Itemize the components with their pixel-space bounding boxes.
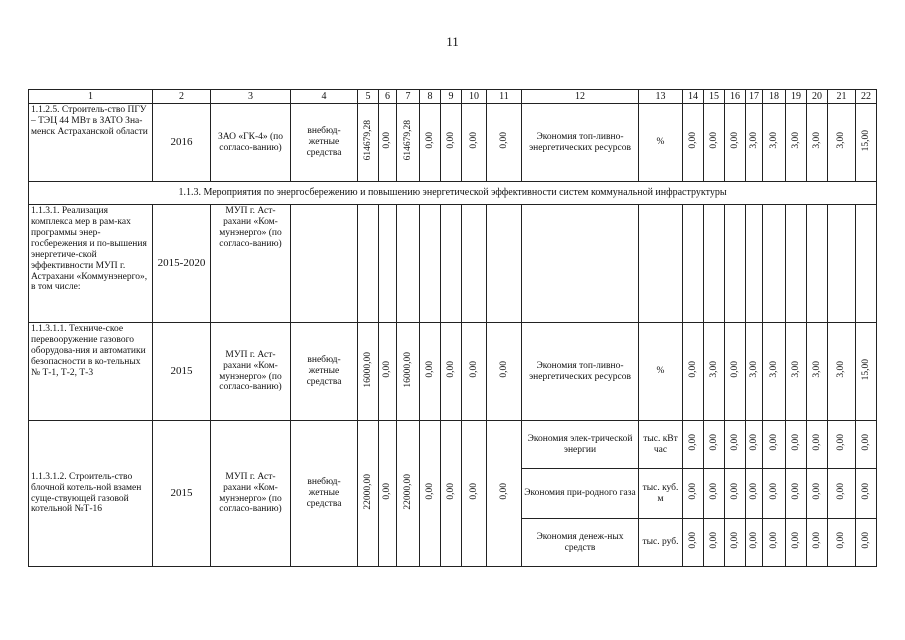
indicator-value: 3,00	[768, 132, 779, 149]
col-number: 13	[639, 90, 683, 104]
col-number: 22	[856, 90, 877, 104]
funding-total: 16000,00	[362, 351, 373, 388]
col-number: 18	[763, 90, 786, 104]
table-row	[29, 104, 877, 182]
indicator-unit: %	[639, 323, 683, 421]
funding-value: 0,00	[424, 483, 435, 500]
funding-source: внебюд-жетные средства	[291, 421, 358, 567]
measure-executor: ЗАО «ГК-4» (по согласо-ванию)	[211, 104, 291, 182]
funding-value: 0,00	[424, 132, 435, 149]
col-number: 14	[683, 90, 704, 104]
indicator-value: 0,00	[860, 532, 871, 549]
measure-executor: МУП г. Аст-рахани «Ком-мунэнерго» (по согласо-ванию)	[211, 323, 291, 421]
indicator-value: 0,00	[790, 434, 801, 451]
indicator-unit: тыс. руб.	[639, 519, 683, 567]
indicator-value: 0,00	[790, 483, 801, 500]
measure-year: 2015	[153, 421, 211, 567]
funding-value: 0,00	[498, 361, 509, 378]
indicator-value: 3,00	[748, 361, 759, 378]
measure-name: 1.1.3.1.1. Техниче-ское перевооружение газового оборудова-ния и автоматики безопасности в ко-тельных № Т-1, Т-2, Т-3	[29, 323, 153, 421]
funding-total: 22000,00	[362, 473, 373, 510]
indicator-value: 0,00	[748, 483, 759, 500]
funding-value: 0,00	[382, 132, 393, 149]
col-number: 3	[211, 90, 291, 104]
indicator-value: 0,00	[768, 532, 779, 549]
indicator-value: 3,00	[768, 361, 779, 378]
indicator-value: 0,00	[790, 532, 801, 549]
col-number: 11	[487, 90, 522, 104]
indicator-name: Экономия элек-трической энергии	[522, 421, 639, 469]
funding-value: 0,00	[445, 361, 456, 378]
funding-value: 0,00	[445, 483, 456, 500]
indicator-value: 0,00	[836, 434, 847, 451]
col-number: 5	[358, 90, 379, 104]
col-number: 4	[291, 90, 358, 104]
col-number: 19	[786, 90, 807, 104]
funding-source: внебюд-жетные средства	[291, 323, 358, 421]
program-table	[28, 89, 877, 567]
indicator-value: 0,00	[687, 361, 698, 378]
indicator-value: 0,00	[687, 483, 698, 500]
indicator-name: Экономия топ-ливно-энергетических ресурсов	[522, 104, 639, 182]
funding-value: 614679,28	[402, 120, 413, 161]
funding-value: 22000,00	[402, 473, 413, 510]
measure-name: 1.1.3.1. Реализация комплекса мер в рам-ках программы энер-госбережения и по-вышения энергетиче-ской эффективности МУП г. Астрахани «Коммунэнерго», в том числе:	[29, 205, 153, 323]
col-number: 17	[746, 90, 763, 104]
indicator-value: 0,00	[811, 532, 822, 549]
measure-executor: МУП г. Аст-рахани «Ком-мунэнерго» (по согласо-ванию)	[211, 205, 291, 323]
measure-executor: МУП г. Аст-рахани «Ком-мунэнерго» (по согласо-ванию)	[211, 421, 291, 567]
indicator-value: 0,00	[768, 434, 779, 451]
indicator-value: 0,00	[811, 483, 822, 500]
col-number: 9	[441, 90, 462, 104]
indicator-value: 0,00	[836, 532, 847, 549]
indicator-value: 0,00	[748, 434, 759, 451]
indicator-value: 0,00	[708, 132, 719, 149]
indicator-name: Экономия денеж-ных средств	[522, 519, 639, 567]
section-row	[29, 182, 877, 205]
table-row	[29, 205, 877, 323]
indicator-value: 0,00	[687, 132, 698, 149]
measure-name: 1.1.2.5. Строитель-ство ПГУ – ТЭЦ 44 МВт в ЗАТО Зна-менск Астраханской области	[29, 104, 153, 182]
indicator-value: 15,00	[860, 358, 871, 381]
funding-value: 0,00	[382, 483, 393, 500]
funding-value: 16000,00	[402, 351, 413, 388]
indicator-value: 0,00	[836, 483, 847, 500]
column-number-row	[29, 90, 877, 104]
col-number: 6	[379, 90, 397, 104]
table-row	[29, 323, 877, 421]
indicator-value: 0,00	[729, 532, 740, 549]
col-number: 21	[828, 90, 856, 104]
table-row	[29, 421, 877, 469]
col-number: 1	[29, 90, 153, 104]
funding-value: 0,00	[498, 132, 509, 149]
indicator-value: 0,00	[708, 483, 719, 500]
indicator-value: 3,00	[748, 132, 759, 149]
indicator-unit: тыс. кВт час	[639, 421, 683, 469]
indicator-value: 15,00	[860, 129, 871, 152]
col-number: 16	[725, 90, 746, 104]
col-number: 10	[462, 90, 487, 104]
indicator-name: Экономия при-родного газа	[522, 469, 639, 519]
col-number: 12	[522, 90, 639, 104]
indicator-value: 3,00	[790, 361, 801, 378]
funding-value: 0,00	[468, 361, 479, 378]
funding-value: 0,00	[498, 483, 509, 500]
funding-value: 0,00	[424, 361, 435, 378]
indicator-value: 0,00	[687, 532, 698, 549]
indicator-name: Экономия топ-ливно-энергетических ресурсов	[522, 323, 639, 421]
indicator-value: 3,00	[708, 361, 719, 378]
indicator-value: 0,00	[708, 434, 719, 451]
funding-value: 0,00	[382, 361, 393, 378]
indicator-value: 0,00	[729, 132, 740, 149]
col-number: 7	[397, 90, 420, 104]
indicator-unit: тыс. куб. м	[639, 469, 683, 519]
measure-year: 2015	[153, 323, 211, 421]
indicator-value: 0,00	[768, 483, 779, 500]
indicator-value: 0,00	[748, 532, 759, 549]
indicator-value: 3,00	[811, 132, 822, 149]
measure-name: 1.1.3.1.2. Строитель-ство блочной котель-ной взамен суще-ствующей газовой котельной №Т-16	[29, 421, 153, 567]
section-title: 1.1.3. Мероприятия по энергосбережению и повышению энергетической эффективности систем коммунальной инфраструктуры	[29, 182, 877, 205]
indicator-unit: %	[639, 104, 683, 182]
funding-value: 0,00	[445, 132, 456, 149]
col-number: 2	[153, 90, 211, 104]
funding-total: 614679,28	[362, 120, 373, 161]
col-number: 20	[807, 90, 828, 104]
indicator-value: 0,00	[687, 434, 698, 451]
col-number: 15	[704, 90, 725, 104]
indicator-value: 0,00	[729, 483, 740, 500]
indicator-value: 0,00	[729, 361, 740, 378]
indicator-value: 0,00	[811, 434, 822, 451]
indicator-value: 3,00	[836, 132, 847, 149]
indicator-value: 3,00	[836, 361, 847, 378]
col-number: 8	[420, 90, 441, 104]
indicator-value: 3,00	[790, 132, 801, 149]
funding-value: 0,00	[468, 483, 479, 500]
funding-source: внебюд-жетные средства	[291, 104, 358, 182]
indicator-value: 3,00	[811, 361, 822, 378]
indicator-value: 0,00	[708, 532, 719, 549]
measure-year: 2016	[153, 104, 211, 182]
indicator-value: 0,00	[729, 434, 740, 451]
funding-value: 0,00	[468, 132, 479, 149]
page-number: 11	[446, 34, 459, 49]
measure-year: 2015-2020	[153, 205, 211, 323]
indicator-value: 0,00	[860, 434, 871, 451]
indicator-value: 0,00	[860, 483, 871, 500]
